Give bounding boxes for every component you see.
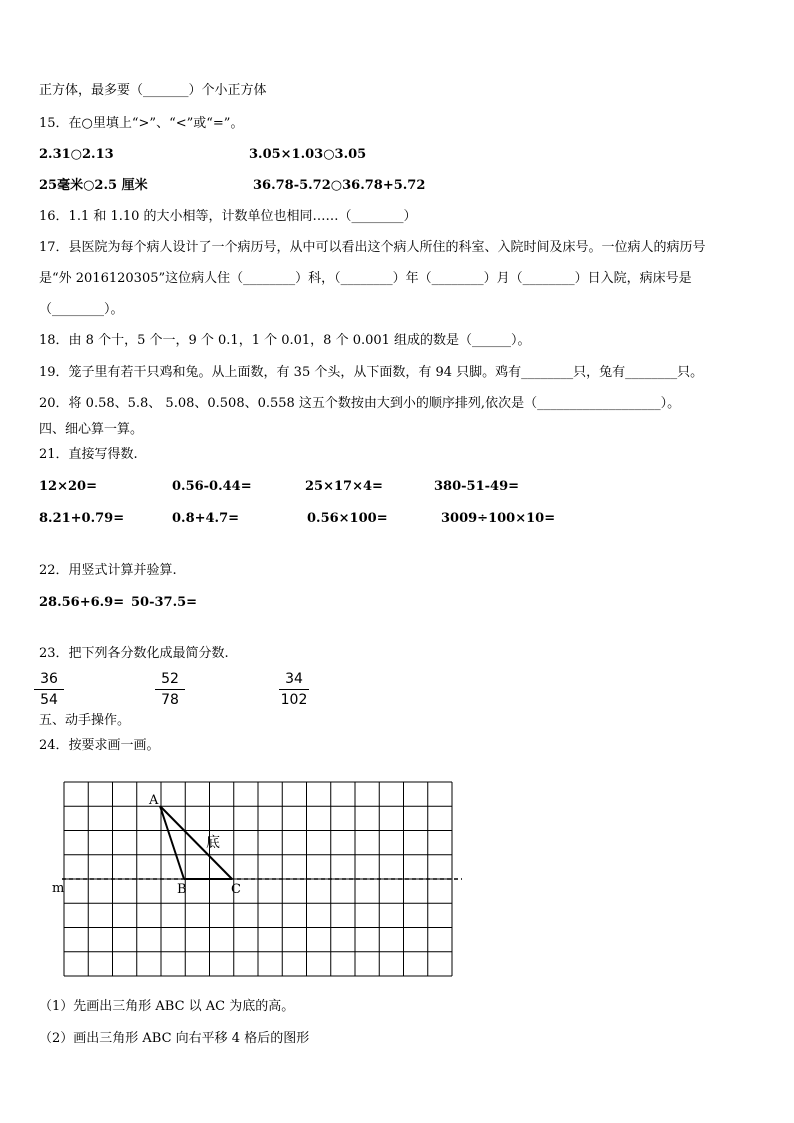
label-point-b: B bbox=[177, 882, 187, 897]
question-17-line-1: 17．县医院为每个病人设计了一个病历号，从中可以看出这个病人所住的科室、入院时间及床号。一位病人的病历号 bbox=[39, 240, 706, 255]
calc-item: 12×20= bbox=[39, 479, 97, 494]
calc-item: 3009÷100×10= bbox=[441, 511, 556, 526]
question-21: 21．直接写得数. bbox=[39, 447, 138, 462]
vertical-calc-item: 50-37.5= bbox=[131, 595, 198, 610]
compare-item-4: 36.78-5.72○36.78+5.72 bbox=[253, 178, 426, 193]
question-24-part-2: （2）画出三角形 ABC 向右平移 4 格后的图形 bbox=[39, 1031, 310, 1046]
question-17-line-2: 是“外 2016120305”这位病人住（________）科，（________）年（________）月（________）日入院，病床号是 bbox=[39, 271, 692, 286]
vertical-calc-item: 28.56+6.9= bbox=[39, 595, 125, 610]
label-point-c: C bbox=[231, 882, 241, 897]
triangle-side-ac bbox=[160, 806, 232, 879]
compare-item-1: 2.31○2.13 bbox=[39, 147, 114, 162]
question-18: 18．由 8 个十，5 个一，9 个 0.1，1 个 0.01，8 个 0.001 组成的数是（______）。 bbox=[39, 333, 531, 348]
calc-item: 0.56×100= bbox=[307, 511, 388, 526]
fraction-denominator: 102 bbox=[280, 692, 308, 708]
calc-item: 8.21+0.79= bbox=[39, 511, 125, 526]
calc-item: 0.8+4.7= bbox=[172, 511, 240, 526]
fraction-denominator: 54 bbox=[40, 692, 58, 708]
section-5-title: 五、动手操作。 bbox=[39, 713, 131, 728]
label-base: 底 bbox=[206, 835, 220, 851]
line-q14-tail: 正方体，最多要（_______）个小正方体 bbox=[39, 83, 267, 98]
compare-item-2: 3.05×1.03○3.05 bbox=[249, 147, 367, 162]
label-m: m bbox=[52, 881, 65, 896]
label-point-a: A bbox=[149, 793, 159, 808]
question-17-line-3: （________）。 bbox=[39, 302, 124, 317]
calc-item: 25×17×4= bbox=[305, 479, 383, 494]
fraction-numerator: 52 bbox=[161, 671, 179, 687]
question-19: 19．笼子里有若干只鸡和兔。从上面数，有 35 个头，从下面数，有 94 只脚。鸡有________只，兔有________只。 bbox=[39, 365, 704, 380]
calc-item: 380-51-49= bbox=[434, 479, 520, 494]
compare-item-3: 25毫米○2.5 厘米 bbox=[39, 178, 148, 193]
question-24-part-1: （1）先画出三角形 ABC 以 AC 为底的高。 bbox=[39, 999, 295, 1014]
question-20: 20．将 0.58、5.8、 5.08、0.508、0.558 这五个数按由大到小的顺序排列,依次是（___________________）。 bbox=[39, 396, 681, 411]
section-4-title: 四、细心算一算。 bbox=[39, 422, 144, 437]
fraction-denominator: 78 bbox=[161, 692, 179, 708]
question-16: 16．1.1 和 1.10 的大小相等，计数单位也相同……（________） bbox=[39, 209, 417, 224]
fraction-numerator: 34 bbox=[285, 671, 303, 687]
question-23: 23．把下列各分数化成最简分数. bbox=[39, 646, 229, 661]
fraction-numerator: 36 bbox=[40, 671, 58, 687]
question-15: 15．在○里填上“>”、“<”或“=”。 bbox=[39, 116, 244, 131]
calc-item: 0.56-0.44= bbox=[172, 479, 252, 494]
question-24: 24．按要求画一画。 bbox=[39, 738, 160, 753]
question-22: 22．用竖式计算并验算. bbox=[39, 563, 177, 578]
